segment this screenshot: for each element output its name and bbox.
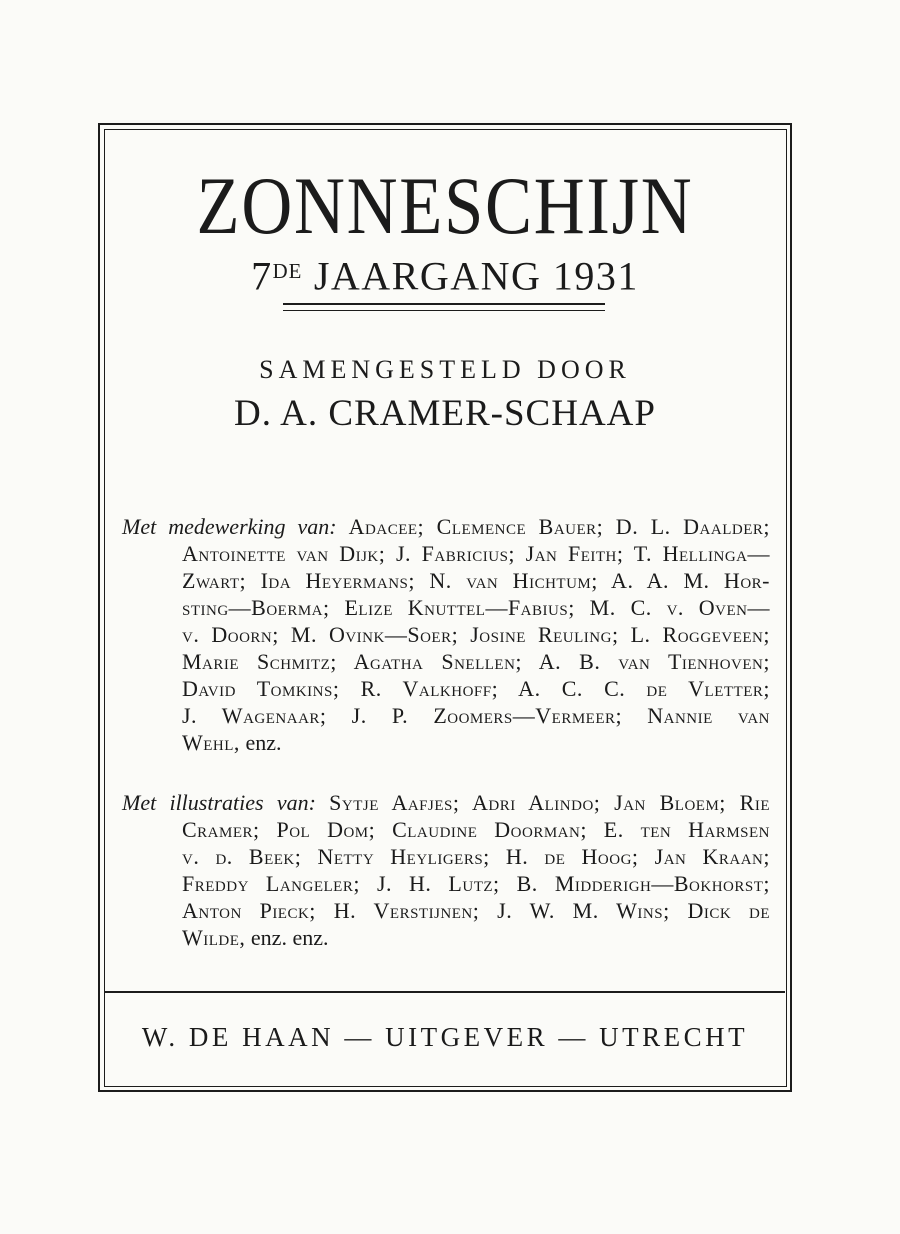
credit-names-text: enz. enz.	[245, 925, 329, 950]
credit-line	[122, 621, 770, 648]
double-rule-frame	[98, 123, 792, 1092]
credit-line	[122, 675, 770, 702]
compiled-by-label: SAMENGESTELD DOOR	[259, 355, 631, 384]
credit-names-text: Sytje Aafjes; Adri Alindo; Jan Bloem; Rie	[329, 790, 770, 815]
credit-line	[122, 594, 770, 621]
credit-names-text: David Tomkins; R. Valkhoff; A. C. C. de Vletter;	[182, 676, 770, 701]
credit-names-text: v. d. Beek; Netty Heyligers; H. de Hoog; Jan Kraan;	[182, 844, 770, 869]
edition-line	[100, 251, 790, 297]
credit-names-text: Adacee; Clemence Bauer; D. L. Daalder;	[348, 514, 770, 539]
book-title: ZONNESCHIJN	[196, 160, 694, 251]
title-underline-double-rule	[283, 303, 605, 311]
credit-line	[122, 729, 770, 756]
credit-names-text: Wehl,	[182, 730, 240, 755]
credit-names-text: Zwart; Ida Heyermans; N. van Hichtum; A. A. M. Hor-	[182, 568, 770, 593]
edition-superscript: DE	[272, 260, 303, 283]
credit-line	[122, 513, 770, 540]
edition-year-text: JAARGANG 1931	[302, 253, 639, 299]
credit-line	[122, 870, 770, 897]
credit-lead-label: Met medewerking van:	[122, 514, 349, 539]
publisher-line: W. DE HAAN — UITGEVER — UTRECHT	[141, 1022, 749, 1052]
credit-line	[122, 816, 770, 843]
edition-number: 7	[251, 253, 273, 299]
credit-line	[122, 897, 770, 924]
credit-line	[122, 843, 770, 870]
credit-names-text: Cramer; Pol Dom; Claudine Doorman; E. ten Harmsen	[182, 817, 770, 842]
credit-names-text: Freddy Langeler; J. H. Lutz; B. Midderigh—Bokhorst;	[182, 871, 770, 896]
credit-names-text: Marie Schmitz; Agatha Snellen; A. B. van Tienhoven;	[182, 649, 770, 674]
credit-lead-label: Met illustraties van:	[122, 790, 330, 815]
credit-line	[122, 789, 770, 816]
credit-names-text: enz.	[239, 730, 282, 755]
credit-line	[122, 702, 770, 729]
credit-names-text: J. Wagenaar; J. P. Zoomers—Vermeer; Nannie van	[182, 703, 770, 728]
credit-names-text: Wilde,	[182, 925, 246, 950]
illustrators-paragraph	[122, 789, 770, 951]
contributors-paragraph	[122, 513, 770, 756]
credit-names-text: sting—Boerma; Elize Knuttel—Fabius; M. C. v. Oven—	[182, 595, 770, 620]
compiler-name: D. A. CRAMER-SCHAAP	[234, 393, 656, 434]
credit-line	[122, 924, 770, 951]
imprint-divider-rule	[105, 991, 785, 993]
credit-line	[122, 648, 770, 675]
credit-names-text: Antoinette van Dijk; J. Fabricius; Jan Feith; T. Hellinga—	[182, 541, 770, 566]
credit-names-text: Anton Pieck; H. Verstijnen; J. W. M. Wins; Dick de	[182, 898, 770, 923]
credit-names-text: v. Doorn; M. Ovink—Soer; Josine Reuling; L. Roggeveen;	[182, 622, 770, 647]
credit-line	[122, 540, 770, 567]
credit-line	[122, 567, 770, 594]
